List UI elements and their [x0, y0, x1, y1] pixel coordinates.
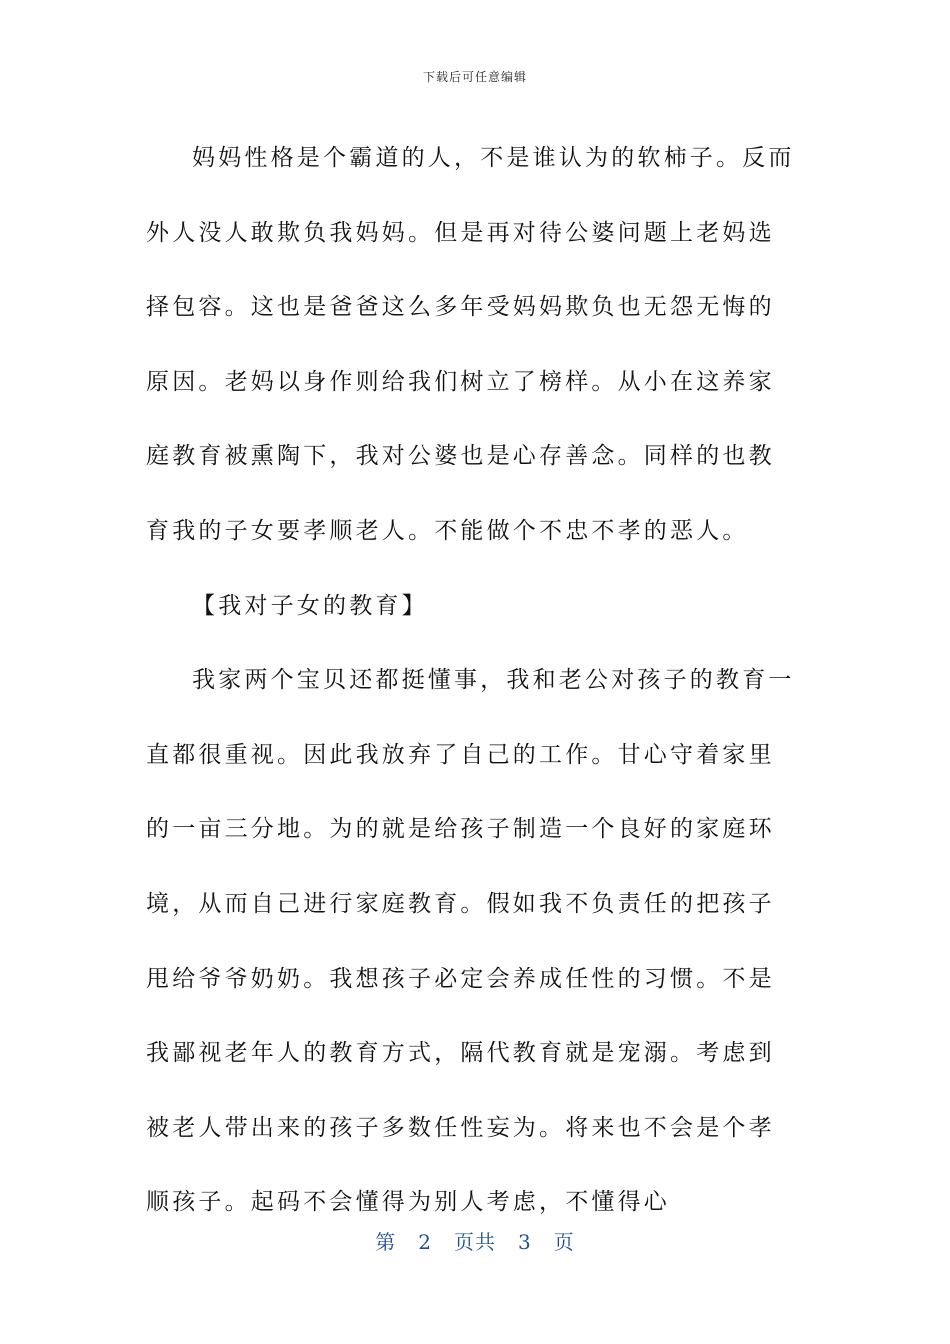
footer-total-pages: 3 — [518, 1230, 532, 1254]
paragraph-children-education: 我家两个宝贝还都挺懂事，我和老公对孩子的教育一直都很重视。因此我放弃了自己的工作。甘心守着家里的一亩三分地。为的就是给孩子制造一个良好的家庭环境，从而自己进行家庭教育。假如我不负责任的把孩子甩给爷爷奶奶。我想孩子必定会养成任性的习惯。不是我鄙视老年人的教育方式，隔代教育就是宠溺。考虑到被老人带出来的孩子多数任性妄为。将来也不会是个孝顺孩子。起码不会懂得为别人考虑，不懂得心 — [146, 667, 795, 1216]
page-header: 下载后可任意编辑 — [422, 70, 527, 84]
footer-suffix: 页 — [553, 1230, 575, 1254]
document-body — [146, 121, 798, 1240]
footer-page-number: 2 — [418, 1230, 432, 1254]
footer-middle: 页共 — [454, 1230, 496, 1254]
paragraph-mother: 妈妈性格是个霸道的人，不是谁认为的软柿子。反而外人没人敢欺负我妈妈。但是再对待公婆问题上老妈选择包容。这也是爸爸这么多年受妈妈欺负也无怨无悔的原因。老妈以身作则给我们树立了榜样。从小在这养家庭教育被熏陶下，我对公婆也是心存善念。同样的也教育我的子女要孝顺老人。不能做个不忠不孝的恶人。 — [146, 145, 795, 544]
footer-prefix: 第 — [375, 1230, 397, 1254]
page-footer — [0, 1226, 950, 1255]
section-heading: 【我对子女的教育】 — [192, 592, 428, 619]
